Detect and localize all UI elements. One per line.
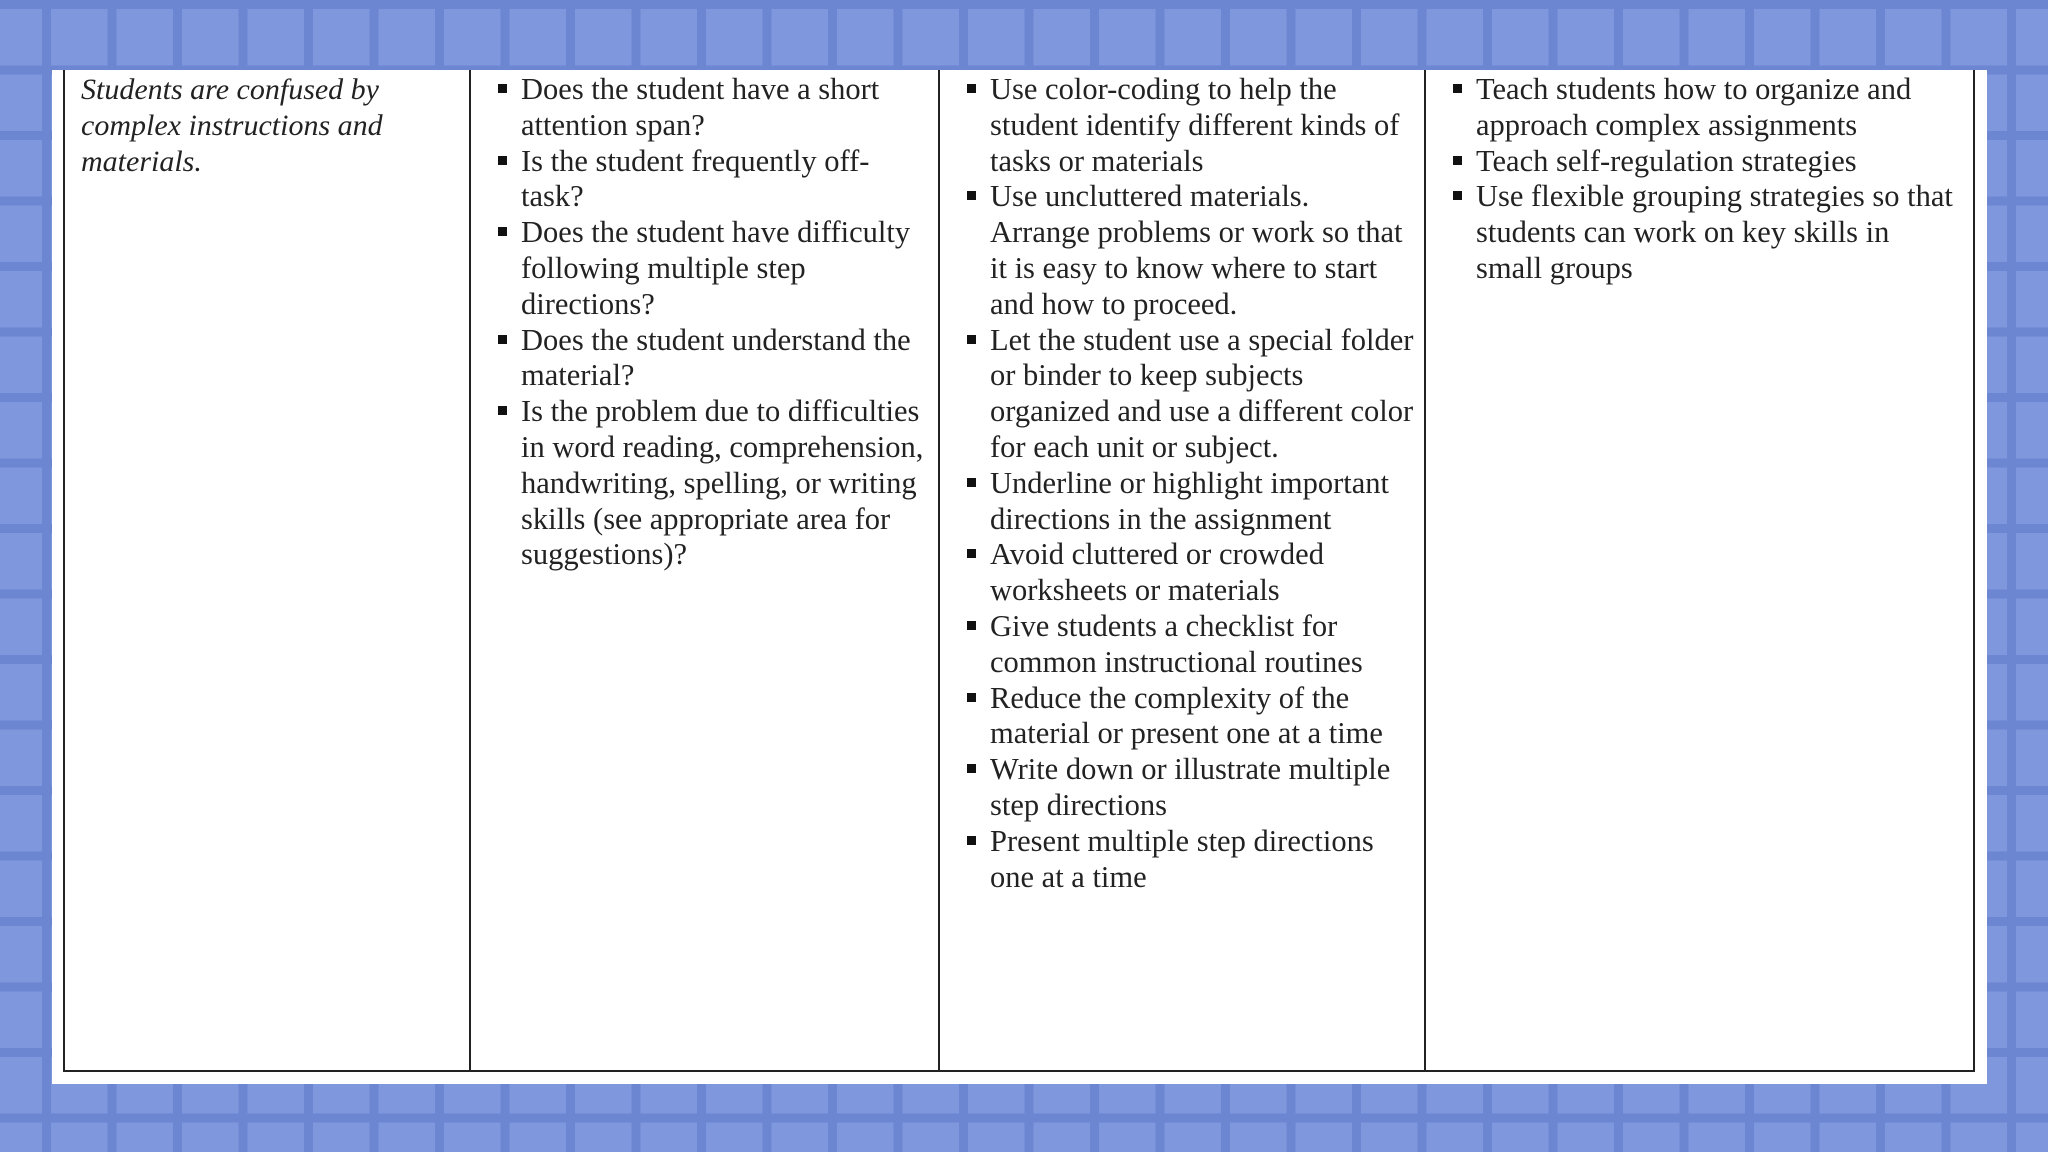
question-item: Does the student have a short attention span? <box>481 72 928 144</box>
accommodation-item: Give students a checklist for common instructional routines <box>950 609 1414 681</box>
question-item: Is the student frequently off-task? <box>481 144 928 216</box>
question-item: Does the student have difficulty following multiple step directions? <box>481 215 928 322</box>
accommodations-column <box>938 70 1424 1070</box>
intervention-item: Use flexible grouping strategies so that students can work on key skills in small groups <box>1436 179 1963 286</box>
interventions-list <box>1436 72 1963 287</box>
accommodation-item: Use color-coding to help the student identify different kinds of tasks or materials <box>950 72 1414 179</box>
accommodation-item: Let the student use a special folder or binder to keep subjects organized and use a different color for each unit or subject. <box>950 323 1414 466</box>
problem-column <box>65 70 469 1070</box>
interventions-column <box>1424 70 1973 1070</box>
question-item: Is the problem due to difficulties in word reading, comprehension, handwriting, spelling, or writing skills (see appropriate area for suggestions)? <box>481 394 928 573</box>
questions-list <box>481 72 928 573</box>
question-item: Does the student understand the material? <box>481 323 928 395</box>
problem-text: Students are confused by complex instructions and materials. <box>81 73 383 178</box>
questions-column <box>469 70 938 1070</box>
intervention-item: Teach students how to organize and approach complex assignments <box>1436 72 1963 144</box>
accommodation-item: Write down or illustrate multiple step directions <box>950 752 1414 824</box>
accommodation-item: Avoid cluttered or crowded worksheets or materials <box>950 537 1414 609</box>
accommodation-item: Reduce the complexity of the material or present one at a time <box>950 681 1414 753</box>
accommodations-list <box>950 72 1414 895</box>
intervention-item: Teach self-regulation strategies <box>1436 144 1963 180</box>
accommodation-item: Use uncluttered materials. Arrange problems or work so that it is easy to know where to start and how to proceed. <box>950 179 1414 322</box>
accommodation-item: Present multiple step directions one at a time <box>950 824 1414 896</box>
document-page <box>52 70 1987 1084</box>
strategies-table <box>63 70 1975 1072</box>
accommodation-item: Underline or highlight important directions in the assignment <box>950 466 1414 538</box>
